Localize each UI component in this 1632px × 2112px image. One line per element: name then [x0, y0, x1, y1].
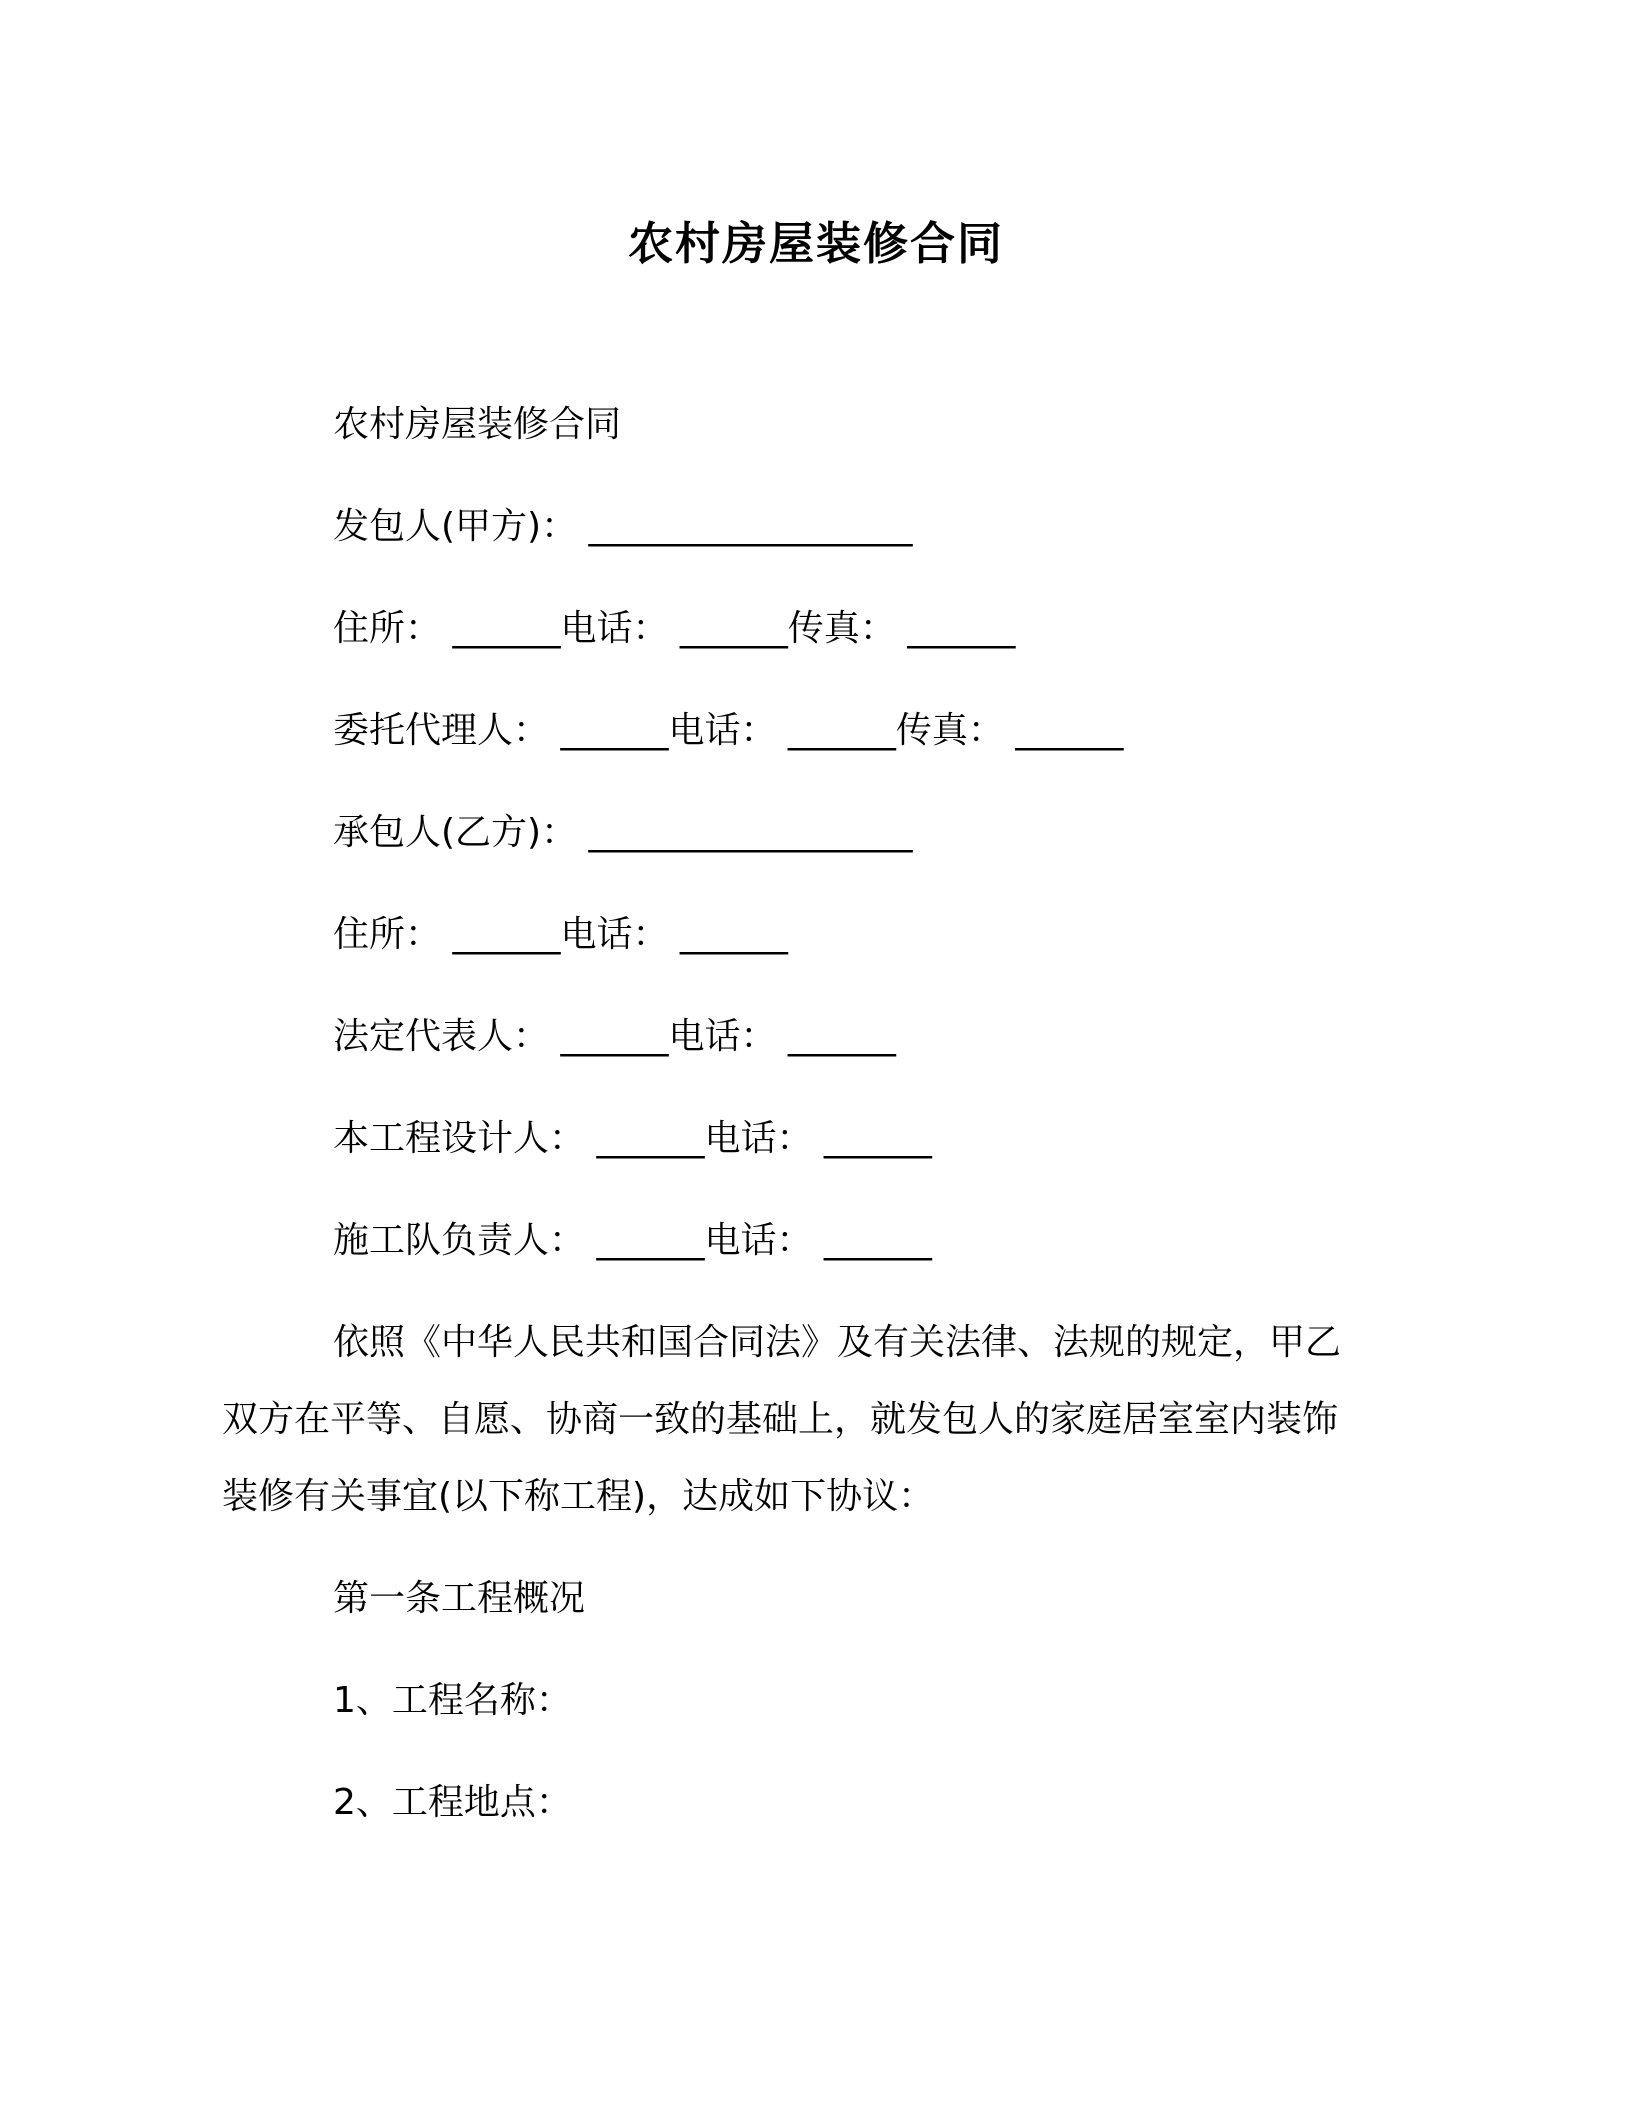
line-agent: 委托代理人： ______电话： ______传真： ______	[333, 709, 1124, 751]
line-party-b: 承包人(乙方)： __________________	[333, 811, 913, 853]
line-crew-leader: 施工队负责人： ______电话： ______	[333, 1219, 932, 1261]
line-article-1-heading: 第一条工程概况	[333, 1577, 586, 1619]
line-designer: 本工程设计人： ______电话： ______	[333, 1117, 932, 1159]
line-address-b: 住所： ______电话： ______	[333, 913, 788, 955]
line-address-a: 住所： ______电话： ______传真： ______	[333, 607, 1016, 649]
document-title: 农村房屋装修合同	[627, 217, 1004, 270]
line-item-1-project-name: 1、工程名称：	[333, 1679, 572, 1721]
line-item-2-project-place: 2、工程地点：	[333, 1781, 572, 1823]
line-preamble: 依照《中华人民共和国合同法》及有关法律、法规的规定，甲乙双方在平等、自愿、协商一致的基础上，就发包人的家庭居室室内装饰装修有关事宜(以下称工程)，达成如下协议：	[222, 1321, 1342, 1517]
line-legal-rep: 法定代表人： ______电话： ______	[333, 1015, 896, 1057]
line-subtitle: 农村房屋装修合同	[333, 403, 622, 445]
line-party-a: 发包人(甲方)： __________________	[333, 505, 913, 547]
